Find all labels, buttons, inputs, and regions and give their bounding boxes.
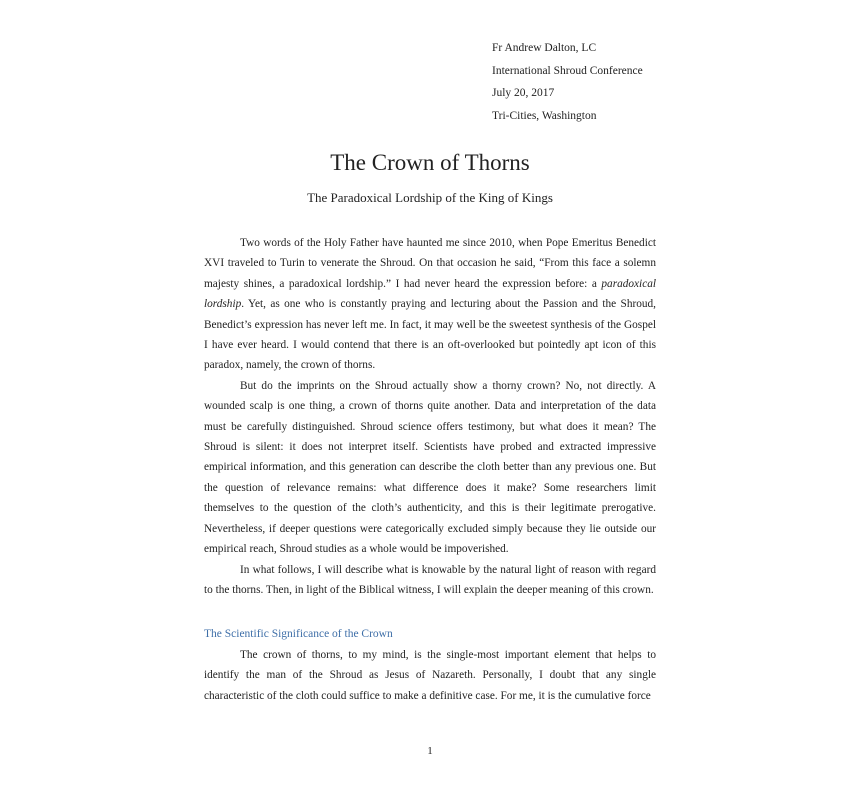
paragraph-2: But do the imprints on the Shroud actually show a thorny crown? No, not directly. A wounded scalp is one thing, a crown of thorns quite another. Data and interpretation of the data must be carefully distinguished. Shroud science offers testimony, but what does it mean? The Shroud is silent: it does not interpret itself. Scientists have probed and extracted impressive empirical information, and this generation can describe the cloth better than any previous one. But the question of relevance remains: what difference does it make? Some researchers limit themselves to the question of the cloth’s authenticity, and this is their legitimate prerogative. Nevertheless, if deeper questions were categorically excluded simply because they lie outside our empirical reach, Shroud studies as a whole would be impoverished.: [204, 379, 656, 556]
paragraph-3: In what follows, I will describe what is knowable by the natural light of reason with regard to the thorns. Then, in light of the Biblical witness, I will explain the deeper meaning of this crown.: [204, 563, 656, 596]
paragraph-4: The crown of thorns, to my mind, is the single-most important element that helps to identify the man of the Shroud as Jesus of Nazareth. Personally, I doubt that any single characteristic of the cloth could suffice to make a definitive case. For me, it is the cumulative force: [204, 648, 656, 702]
document-body: [204, 233, 656, 706]
talk-date: July 20, 2017: [492, 87, 555, 99]
conference-name: International Shroud Conference: [492, 64, 643, 77]
paragraph-1-emphasis: paradoxical lordship: [204, 277, 656, 311]
paragraph-1-part-b: . Yet, as one who is constantly praying and lecturing about the Passion and the Shroud, Benedict’s expression has never left me. In fact, it may well be the sweetest synthesis of the Gospel I have ever heard. I would contend that there is an oft-overlooked but pointedly apt icon of this paradox, namely, the crown of thorns.: [204, 298, 656, 372]
page-number: 1: [427, 745, 433, 757]
talk-location: Tri-Cities, Washington: [492, 109, 597, 122]
document-subtitle: The Paradoxical Lordship of the King of Kings: [307, 190, 553, 205]
section-heading: The Scientific Significance of the Crown: [204, 628, 393, 641]
document-title: The Crown of Thorns: [330, 150, 530, 175]
author-name: Fr Andrew Dalton, LC: [492, 42, 597, 54]
paragraph-1: [204, 233, 656, 376]
paragraph-1-part-a: Two words of the Holy Father have haunted me since 2010, when Pope Emeritus Benedict XVI traveled to Turin to venerate the Shroud. On that occasion he said, “From this face a solemn majesty shines, a paradoxical lordship.” I had never heard the expression before: a: [204, 237, 656, 290]
author-header: [492, 37, 643, 127]
